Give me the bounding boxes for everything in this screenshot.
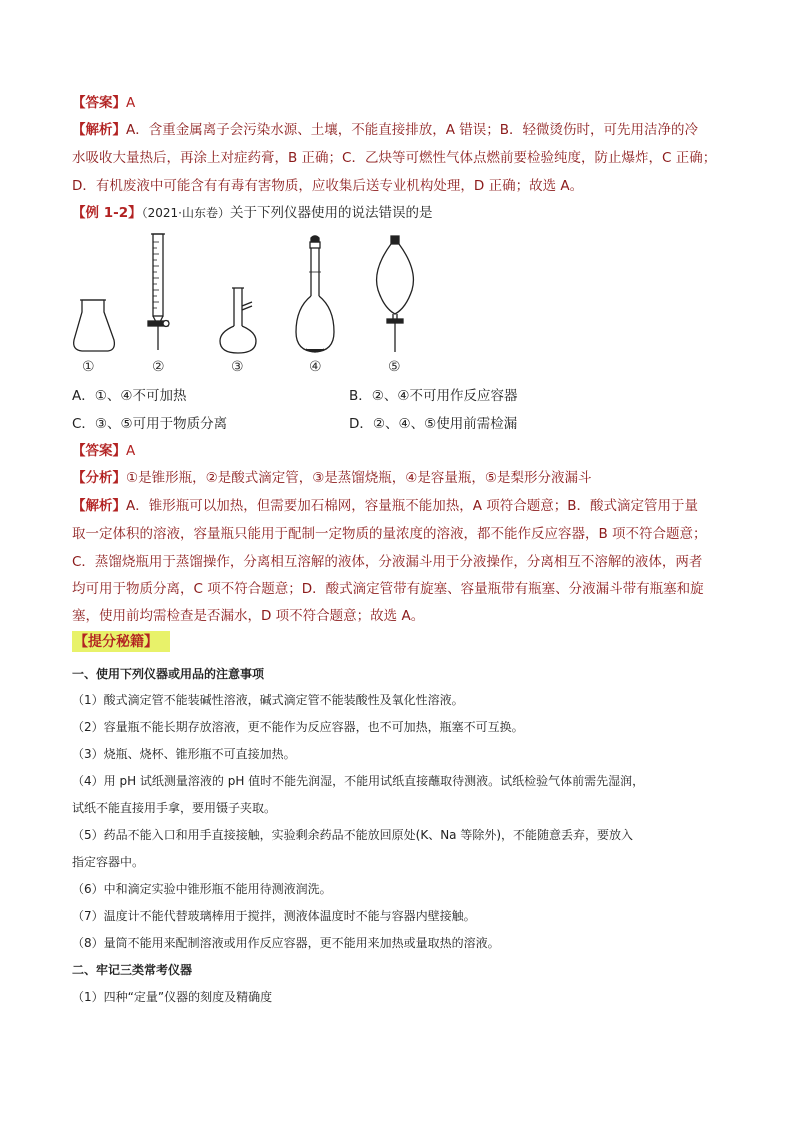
tips-item-6: （6）中和滴定实验中锥形瓶不能用待测液润洗。 — [72, 882, 332, 896]
tips-item-3: （3）烧瓶、烧杯、锥形瓶不可直接加热。 — [72, 747, 296, 761]
fenxi-label: 【分析】 — [72, 470, 126, 486]
tips-item-5b: 指定容器中。 — [72, 855, 145, 869]
fenxi — [72, 468, 592, 488]
analysis-2-line-5: 塞，使用前均需检查是否漏水，D 项不符合题意；故选 A。 — [72, 608, 425, 624]
tips-item-2: （2）容量瓶不能长期存放溶液，更不能作为反应容器，也不可加热，瓶塞不可互换。 — [72, 720, 524, 734]
apparatus-number-5: ⑤ — [388, 359, 401, 375]
example-question — [72, 203, 432, 223]
analysis-2-line-4: 均可用于物质分离，C 项不符合题意；D．酸式滴定管带有旋塞、容量瓶带有瓶塞、分液漏斗带有瓶塞和旋 — [72, 581, 704, 597]
distillation-flask-icon — [220, 288, 256, 353]
tips-item-9: （1）四种“定量”仪器的刻度及精确度 — [72, 990, 273, 1004]
answer-value: A — [126, 443, 136, 459]
volumetric-flask-icon — [296, 236, 334, 352]
answer-2 — [72, 441, 135, 461]
tips-item-8: （8）量筒不能用来配制溶液或用作反应容器，更不能用来加热或量取热的溶液。 — [72, 936, 500, 950]
acid-burette-icon — [148, 234, 169, 350]
analysis-2-line-2: 取一定体积的溶液，容量瓶只能用于配制一定物质的量浓度的溶液，都不能作反应容器，B 项不符合题意； — [72, 526, 707, 542]
fenxi-text: ①是锥形瓶，②是酸式滴定管，③是蒸馏烧瓶，④是容量瓶，⑤是梨形分液漏斗 — [126, 470, 592, 486]
example-label: 【例 1-2】 — [72, 205, 142, 221]
analysis-1-line-1 — [72, 120, 698, 140]
tips-section-1: 一、使用下列仪器或用品的注意事项 — [72, 667, 265, 681]
tips-item-1: （1）酸式滴定管不能装碱性溶液，碱式滴定管不能装酸性及氧化性溶液。 — [72, 693, 464, 707]
choice-c: C．③、⑤可用于物质分离 — [72, 416, 228, 432]
analysis-text: A．锥形瓶可以加热，但需要加石棉网，容量瓶不能加热，A 项符合题意；B．酸式滴定管用于量 — [126, 498, 699, 514]
tips-title: 【提分秘籍】 — [74, 634, 158, 650]
choice-d: D．②、④、⑤使用前需检漏 — [349, 416, 518, 432]
tips-item-4a: （4）用 pH 试纸测量溶液的 pH 值时不能先润湿，不能用试纸直接蘸取待测液。试纸检验气体前需先湿润， — [72, 774, 645, 788]
answer-label: 【答案】 — [72, 95, 126, 111]
analysis-label: 【解析】 — [72, 122, 126, 138]
answer-label: 【答案】 — [72, 443, 126, 459]
apparatus-illustration — [60, 228, 460, 378]
apparatus-number-1: ① — [82, 359, 95, 375]
analysis-1-line-3: D．有机废液中可能含有有毒有害物质，应收集后送专业机构处理，D 正确；故选 A。 — [72, 178, 584, 194]
tips-item-7: （7）温度计不能代替玻璃棒用于搅拌，测液体温度时不能与容器内壁接触。 — [72, 909, 476, 923]
analysis-1-line-2: 水吸收大量热后，再涂上对症药膏，B 正确；C．乙炔等可燃性气体点燃前要检验纯度，防止爆炸，C 正确； — [72, 150, 717, 166]
conical-flask-icon — [74, 300, 115, 351]
choice-b: B．②、④不可用作反应容器 — [349, 388, 518, 404]
apparatus-number-4: ④ — [309, 359, 322, 375]
example-text: 关于下列仪器使用的说法错误的是 — [229, 205, 433, 221]
tips-section-2: 二、牢记三类常考仪器 — [72, 963, 193, 977]
analysis-2-line-1 — [72, 496, 698, 516]
apparatus-number-2: ② — [152, 359, 165, 375]
analysis-label: 【解析】 — [72, 498, 126, 514]
choice-a: A．①、④不可加热 — [72, 388, 187, 404]
analysis-text: A．含重金属离子会污染水源、土壤，不能直接排放，A 错误；B．轻微烫伤时，可先用洁净的冷 — [126, 122, 699, 138]
example-source: （2021·山东卷） — [141, 206, 230, 220]
answer-1 — [72, 93, 135, 113]
tips-item-5a: （5）药品不能入口和用手直接接触，实验剩余药品不能放回原处(K、Na 等除外)，不能随意丢弃，要放入 — [72, 828, 634, 842]
separatory-funnel-icon — [377, 236, 414, 352]
analysis-2-line-3: C．蒸馏烧瓶用于蒸馏操作，分离相互溶解的液体，分液漏斗用于分液操作，分离相互不溶解的液体，两者 — [72, 554, 703, 570]
tips-item-4b: 试纸不能直接用手拿，要用镊子夹取。 — [72, 801, 277, 815]
apparatus-number-3: ③ — [231, 359, 244, 375]
answer-value: A — [126, 95, 136, 111]
